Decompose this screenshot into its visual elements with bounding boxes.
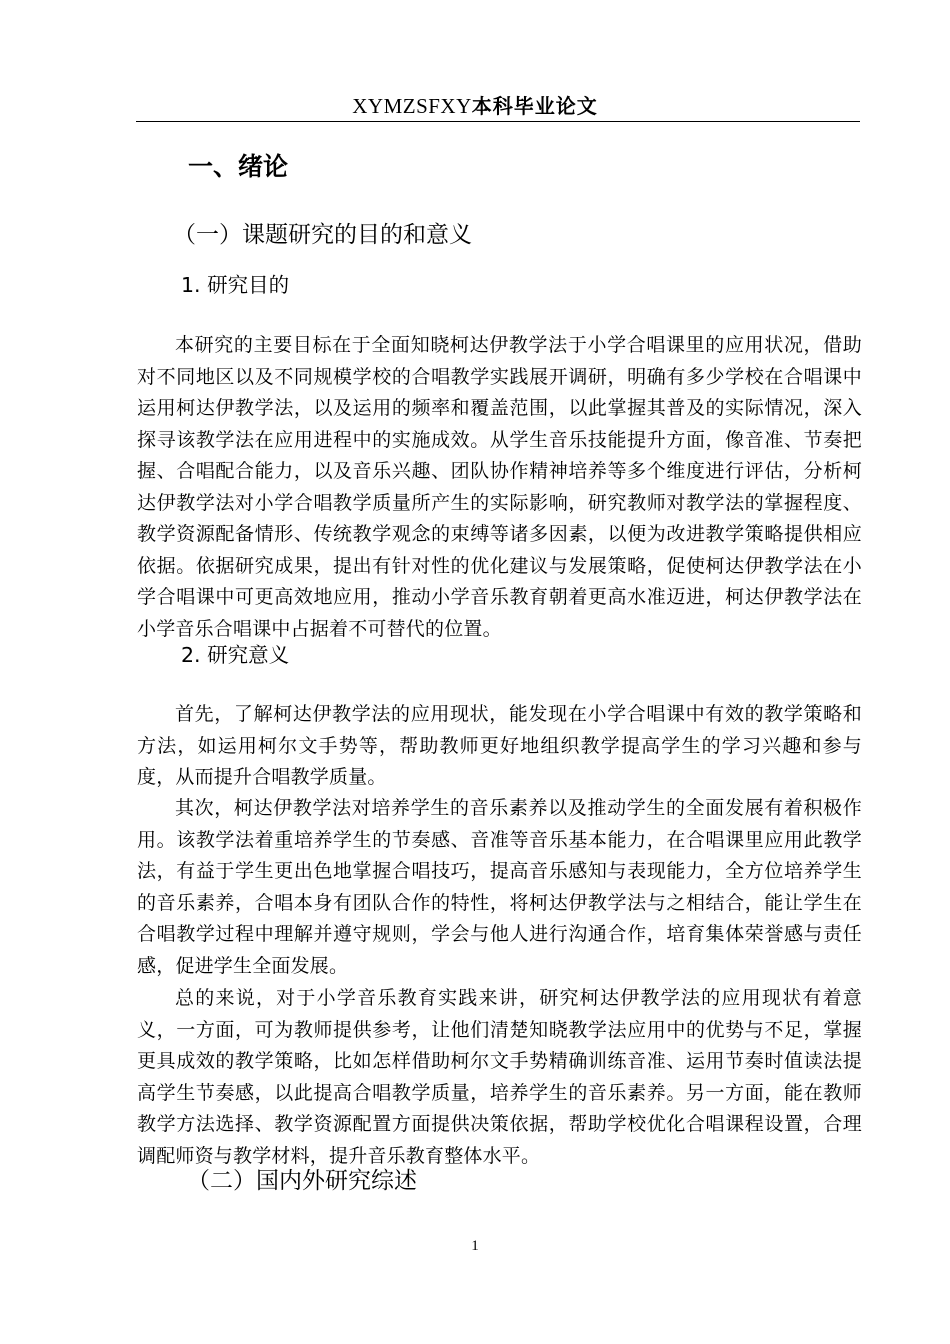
paragraph-significance-second: 其次，柯达伊教学法对培养学生的音乐素养以及推动学生的全面发展有着积极作用。该教学法着重培养学生的节奏感、音准等音乐基本能力，在合唱课里应用此教学法，有益于学生更出色地掌握合唱技巧，提高音乐感知与表现能力，全方位培养学生的音乐素养，合唱本身有团队合作的特性，将柯达伊教学法与之相结合，能让学生在合唱教学过程中理解并遵守规则，学会与他人进行沟通合作，培育集体荣誉感与责任感，促进学生全面发展。 xyxy=(137,797,862,977)
chapter-heading: 一、绪论 xyxy=(188,152,289,181)
section-heading-literature-review: （二）国内外研究综述 xyxy=(187,1168,417,1194)
running-header xyxy=(0,92,950,120)
page-number: 1 xyxy=(471,1238,479,1254)
paragraph-significance-summary: 总的来说，对于小学音乐教育实践来讲，研究柯达伊教学法的应用现状有着意义，一方面，可为教师提供参考，让他们清楚知晓教学法应用中的优势与不足，掌握更具成效的教学策略，比如怎样借助柯尔文手势精确训练音准、运用节奏时值读法提高学生节奏感，以此提高合唱教学质量，培养学生的音乐素养。另一方面，能在教师教学方法选择、教学资源配置方面提供决策依据，帮助学校优化合唱课程设置，合理调配师资与教学材料，提升音乐教育整体水平。 xyxy=(137,987,862,1167)
subsection-heading-purpose: 1. 研究目的 xyxy=(181,273,290,297)
header-title: 本科毕业论文 xyxy=(471,94,598,118)
header-code: XYMZSFXY xyxy=(352,94,472,118)
paragraph-purpose: 本研究的主要目标在于全面知晓柯达伊教学法于小学合唱课里的应用状况，借助对不同地区以及不同规模学校的合唱教学实践展开调研，明确有多少学校在合唱课中运用柯达伊教学法，以及运用的频率和覆盖范围，以此掌握其普及的实际情况，深入探寻该教学法在应用进程中的实施成效。从学生音乐技能提升方面，像音准、节奏把握、合唱配合能力，以及音乐兴趣、团队协作精神培养等多个维度进行评估，分析柯达伊教学法对小学合唱教学质量所产生的实际影响，研究教师对教学法的掌握程度、教学资源配备情形、传统教学观念的束缚等诸多因素，以便为改进教学策略提供相应依据。依据研究成果，提出有针对性的优化建议与发展策略，促使柯达伊教学法在小学合唱课中可更高效地应用，推动小学音乐教育朝着更高水准迈进，柯达伊教学法在小学音乐合唱课中占据着不可替代的位置。 xyxy=(137,334,862,640)
subsection-heading-significance: 2. 研究意义 xyxy=(181,643,290,667)
paragraph-significance-first: 首先，了解柯达伊教学法的应用现状，能发现在小学合唱课中有效的教学策略和方法，如运用柯尔文手势等，帮助教师更好地组织教学提高学生的学习兴趣和参与度，从而提升合唱教学质量。 xyxy=(137,703,862,788)
header-rule xyxy=(136,121,860,122)
section-heading-purpose-significance: （一）课题研究的目的和意义 xyxy=(173,222,472,248)
